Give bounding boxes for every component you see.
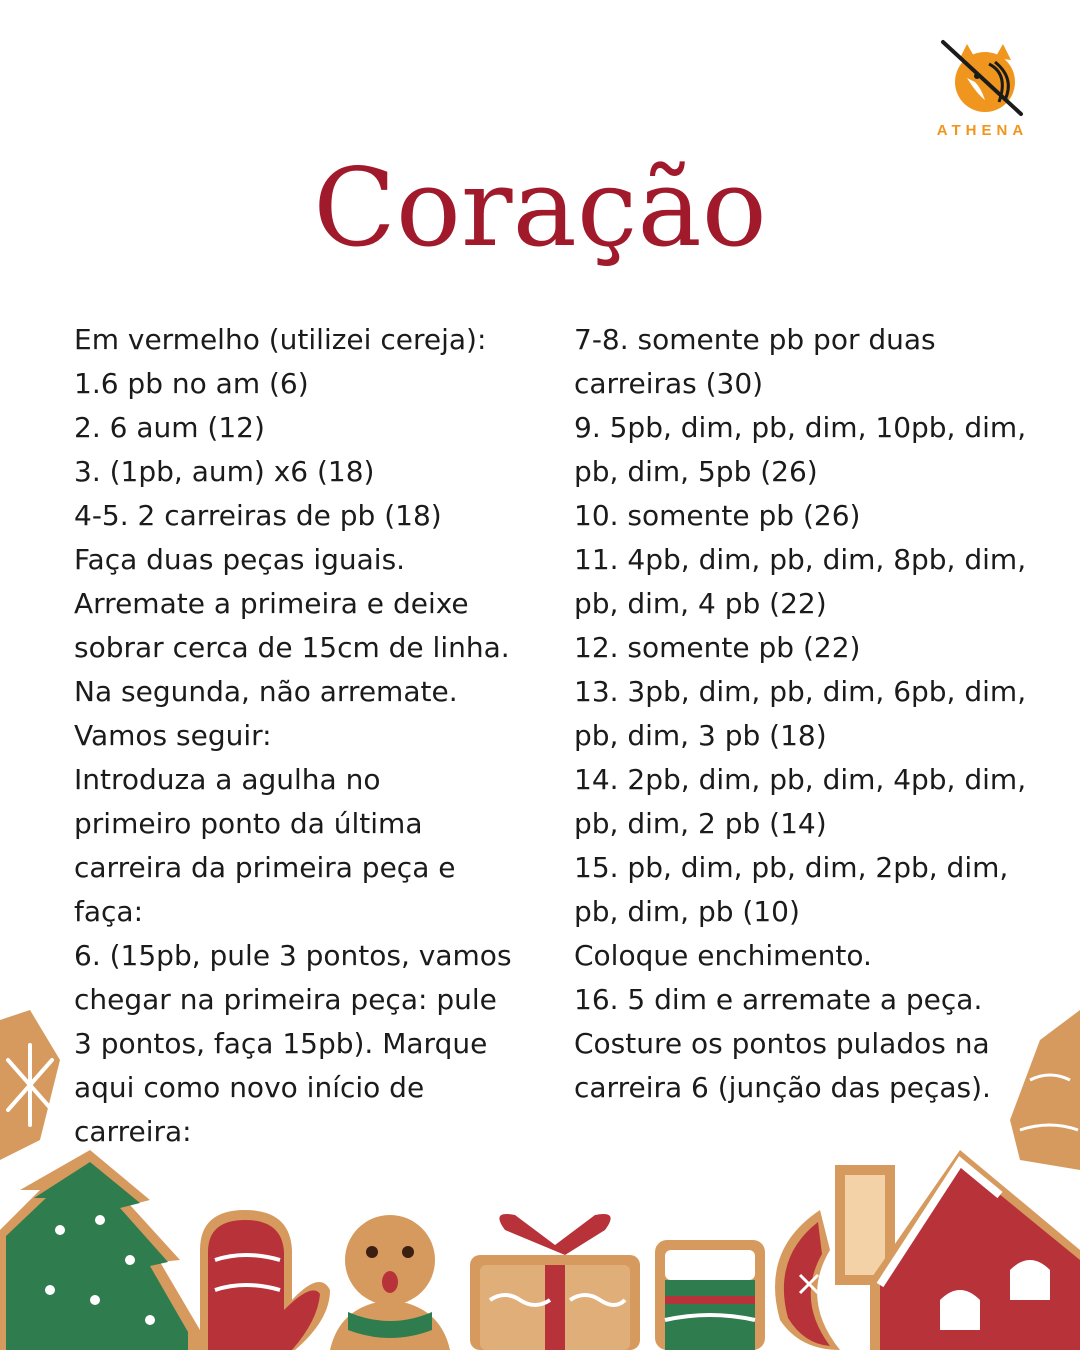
instruction-line: Na segunda, não arremate. — [74, 675, 458, 708]
instruction-line: 2. 6 aum (12) — [74, 411, 265, 444]
instruction-line: Introduza a agulha no — [74, 763, 381, 796]
brand-logo — [925, 38, 1040, 139]
instruction-line: carreira da primeira peça e — [74, 851, 456, 884]
instruction-line: 13. 3pb, dim, pb, dim, 6pb, dim, — [574, 675, 1027, 708]
brand-name: ATHENA — [936, 122, 1029, 139]
instruction-line: chegar na primeira peça: pule — [74, 983, 497, 1016]
instruction-line: faça: — [74, 895, 144, 928]
instruction-line: Arremate a primeira e deixe — [74, 587, 469, 620]
instruction-line: 14. 2pb, dim, pb, dim, 4pb, dim, — [574, 763, 1027, 796]
instruction-line: 11. 4pb, dim, pb, dim, 8pb, dim, — [574, 543, 1027, 576]
instruction-line: Costure os pontos pulados na — [574, 1027, 990, 1060]
instruction-line: 3. (1pb, aum) x6 (18) — [74, 455, 375, 488]
instruction-line: pb, dim, 2 pb (14) — [574, 807, 827, 840]
fox-yarn-crochet-logo-icon — [937, 38, 1029, 118]
instruction-line: sobrar cerca de 15cm de linha. — [74, 631, 510, 664]
instruction-line: 3 pontos, faça 15pb). Marque — [74, 1027, 488, 1060]
instruction-line: pb, dim, 5pb (26) — [574, 455, 818, 488]
instruction-line: 15. pb, dim, pb, dim, 2pb, dim, — [574, 851, 1009, 884]
instruction-line: 4-5. 2 carreiras de pb (18) — [74, 499, 442, 532]
instruction-line: pb, dim, 3 pb (18) — [574, 719, 827, 752]
instruction-line: aqui como novo início de — [74, 1071, 425, 1104]
snowflake-cookie-icon — [0, 1010, 60, 1160]
mitten-cookie-icon — [200, 1210, 330, 1350]
instruction-line: 16. 5 dim e arremate a peça. — [574, 983, 983, 1016]
stocking-cookie-icon — [655, 1240, 765, 1350]
instruction-line: 10. somente pb (26) — [574, 499, 861, 532]
instruction-line: carreira: — [74, 1115, 192, 1148]
instruction-line: carreira 6 (junção das peças). — [574, 1071, 991, 1104]
instruction-line: Faça duas peças iguais. — [74, 543, 406, 576]
instructions-left-column — [74, 318, 552, 1154]
instruction-line: Coloque enchimento. — [574, 939, 872, 972]
instruction-line: 9. 5pb, dim, pb, dim, 10pb, dim, — [574, 411, 1027, 444]
gingerbread-man-icon — [330, 1215, 450, 1350]
christmas-tree-cookie-icon — [0, 1150, 200, 1350]
instructions-right-column — [574, 318, 1054, 1110]
instruction-line: pb, dim, pb (10) — [574, 895, 800, 928]
instruction-line: 7-8. somente pb por duas — [574, 323, 936, 356]
page-title: Coração — [313, 146, 767, 271]
instruction-line: primeiro ponto da última — [74, 807, 423, 840]
instruction-line: carreiras (30) — [574, 367, 764, 400]
gingerbread-house-icon — [835, 1150, 1080, 1350]
instruction-line: pb, dim, 4 pb (22) — [574, 587, 827, 620]
moon-cookie-icon — [775, 1210, 840, 1350]
instruction-line: 6. (15pb, pule 3 pontos, vamos — [74, 939, 512, 972]
instruction-line: 1.6 pb no am (6) — [74, 367, 309, 400]
instruction-line: Em vermelho (utilizei cereja): — [74, 323, 487, 356]
instruction-line: 12. somente pb (22) — [574, 631, 861, 664]
instruction-line: Vamos seguir: — [74, 719, 272, 752]
gift-box-cookie-icon — [470, 1214, 640, 1350]
